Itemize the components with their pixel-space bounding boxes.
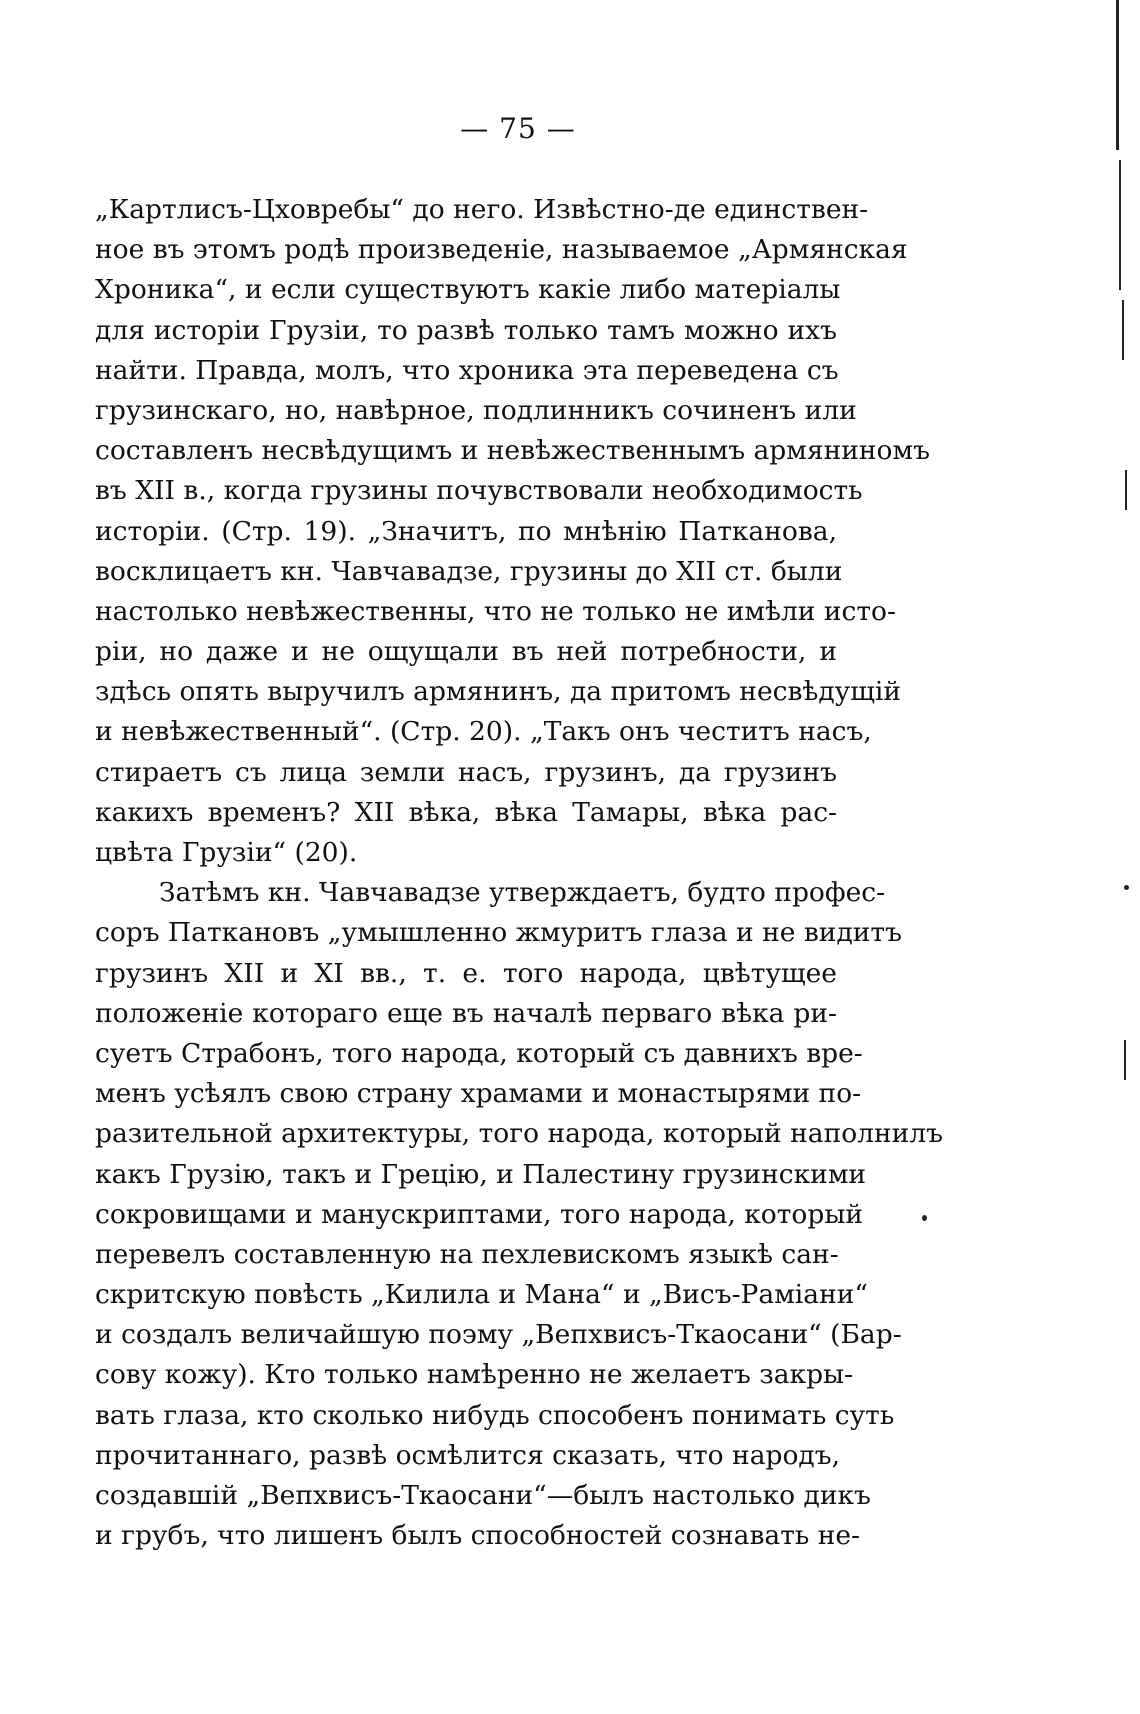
text-line: настолько невѣжественны, что не только не имѣли исто-: [95, 595, 896, 627]
text-line: стираетъ съ лица земли насъ, грузинъ, да грузинъ: [95, 756, 837, 788]
text-line: и создалъ величайшую поэму „Вепхвисъ-Ткаосани“ (Бар-: [95, 1319, 902, 1351]
text-line: въ XII в., когда грузины почувствовали необходимость: [95, 475, 863, 507]
text-line: сокровищами и манускриптами, того народа, который: [95, 1198, 864, 1230]
text-line: сову кожу). Кто только намѣренно не желаетъ закры-: [95, 1359, 854, 1391]
text-line: ріи, но даже и не ощущали въ ней потребности, и: [95, 636, 837, 668]
text-line: положеніе котораго еще въ началѣ перваго вѣка ри-: [95, 997, 837, 1029]
text-line: прочитаннаго, развѣ осмѣлится сказать, что народъ,: [95, 1439, 841, 1471]
scan-edge-mark: [1122, 300, 1124, 360]
page-number: — 75 —: [460, 112, 576, 145]
text-line: восклицаетъ кн. Чавчавадзе, грузины до XII ст. были: [95, 555, 843, 587]
text-line: найти. Правда, молъ, что хроника эта переведена съ: [95, 354, 839, 386]
body-text: [95, 190, 944, 1556]
text-line-paragraph-start: Затѣмъ кн. Чавчавадзе утверждаетъ, будто профес-: [159, 877, 886, 909]
scan-edge-mark: [1116, 0, 1119, 150]
text-line: Хроника“, и если существуютъ какіе либо матеріалы: [95, 274, 841, 306]
text-line: грузинъ XII и XI вв., т. е. того народа, цвѣтущее: [95, 957, 837, 989]
text-line: какъ Грузію, такъ и Грецію, и Палестину грузинскими: [95, 1158, 867, 1190]
scan-edge-mark: [922, 1215, 927, 1221]
text-line: грузинскаго, но, навѣрное, подлинникъ сочиненъ или: [95, 394, 857, 426]
scan-edge-mark: [1124, 885, 1129, 890]
text-line: составленъ несвѣдущимъ и невѣжественнымъ армяниномъ: [95, 435, 930, 467]
text-line: „Картлисъ-Цховребы“ до него. Извѣстно-де единствен-: [95, 194, 869, 225]
text-line: перевелъ составленную на пехлевискомъ языкѣ сан-: [95, 1238, 839, 1270]
scan-edge-mark: [1125, 470, 1127, 510]
text-line: менъ усѣялъ свою страну храмами и монастырями по-: [95, 1078, 862, 1110]
text-line: какихъ временъ? XII вѣка, вѣка Тамары, вѣка рас-: [95, 796, 837, 828]
text-line: и грубъ, что лишенъ былъ способностей сознавать не-: [95, 1520, 861, 1552]
text-line: создавшій „Вепхвисъ-Ткаосани“—былъ настолько дикъ: [95, 1480, 871, 1511]
scan-edge-mark: [1124, 1040, 1126, 1080]
scan-edge-mark: [1119, 160, 1121, 290]
text-line: здѣсь опять выручилъ армянинъ, да притомъ несвѣдущій: [95, 676, 902, 708]
text-line: исторіи. (Стр. 19). „Значитъ, по мнѣнію Патканова,: [95, 515, 837, 547]
text-line: ное въ этомъ родѣ произведеніе, называемое „Армянская: [95, 234, 908, 266]
text-line: для исторіи Грузіи, то развѣ только тамъ можно ихъ: [95, 314, 837, 346]
text-line: скритскую повѣсть „Килила и Мана“ и „Висъ-Раміани“: [95, 1279, 868, 1311]
text-line: и невѣжественный“. (Стр. 20). „Такъ онъ честитъ насъ,: [95, 716, 872, 748]
text-line: суетъ Страбонъ, того народа, который съ давнихъ вре-: [95, 1037, 863, 1069]
text-line-paragraph-end: цвѣта Грузіи“ (20).: [95, 837, 358, 868]
text-line: вать глаза, кто сколько нибудь способенъ понимать суть: [95, 1399, 895, 1431]
text-line: соръ Паткановъ „умышленно жмуритъ глаза и не видитъ: [95, 917, 902, 949]
text-line: разительной архитектуры, того народа, который наполнилъ: [95, 1118, 944, 1150]
